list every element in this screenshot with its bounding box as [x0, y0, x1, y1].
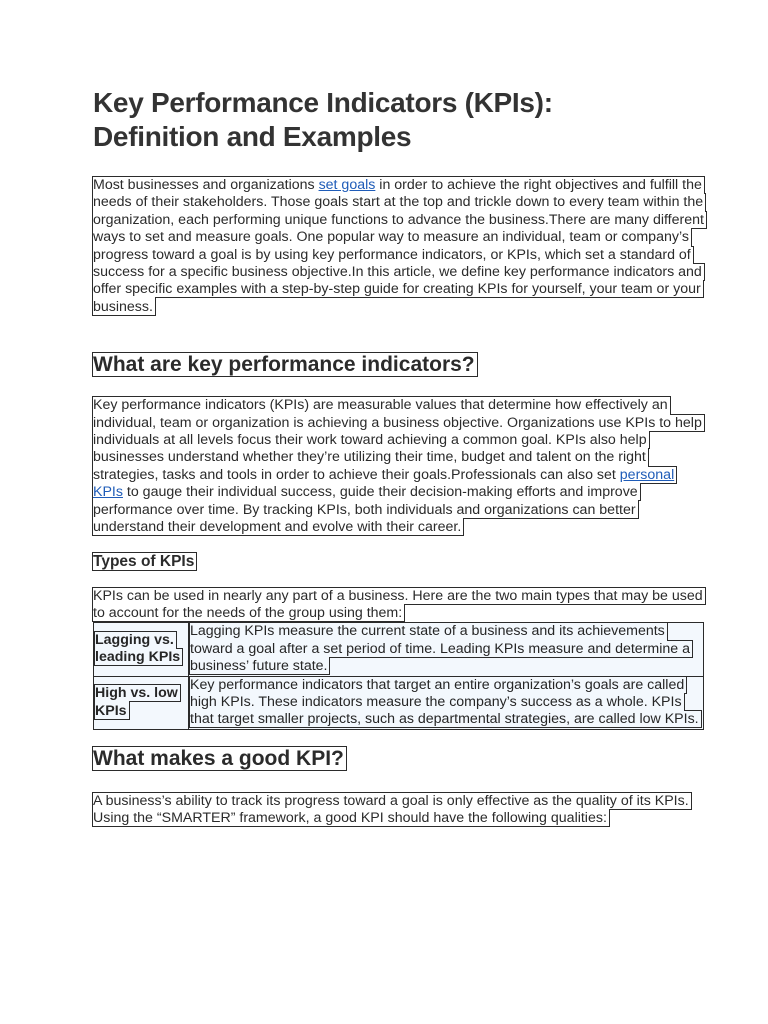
table-row [94, 676, 704, 729]
article-body [93, 86, 705, 828]
what-text-start: Key performance indicators (KPIs) are measurable values that determine how effectively an individual, team or organization is achieving a business objective. Organizations use KPIs to help individuals at all levels focus their work toward achieving a common goal. KPIs also help businesses understand whether they’re utilizing their time, budget and talent on the right strategies, tasks and tools in order to achieve their goals.Professionals can also set [93, 397, 702, 483]
intro-text-start: Most businesses and organizations [93, 177, 319, 193]
table-cell-type: High vs. low KPIs [94, 676, 189, 729]
section-heading-types-of-kpis: Types of KPIs [93, 552, 195, 570]
personal-kpis-link[interactable]: personal KPIs [93, 466, 675, 501]
page-title [93, 86, 705, 154]
good-kpi-paragraph: A business’s ability to track its progress toward a goal is only effective as the quality of its KPIs. Using the “SMARTER” framework, a good KPI should have the following qualities: [93, 792, 689, 827]
page-title-line-2: Definition and Examples [93, 121, 412, 152]
table-cell-type: Lagging vs. leading KPIs [94, 623, 189, 676]
what-are-kpis-paragraph [93, 397, 705, 536]
intro-text-end: in order to achieve the right objectives and fulfill the needs of their stakeholders. Those goals start at the top and trickle down to every team within the organization, each performing unique functions to advance the business.There are many different ways to set and measure goals. One popular way to measure an individual, team or company’s progress toward a goal is by using key performance indicators, or KPIs, which set a standard of success for a specific business objective.In this article, we define key performance indicators and offer specific examples with a step-by-step guide for creating KPIs for yourself, your team or your business. [93, 177, 704, 315]
table-cell-description: Lagging KPIs measure the current state of a business and its achievements toward a goal after a set period of time. Leading KPIs measure and determine a business’ future state. [189, 623, 704, 676]
table-row [94, 623, 704, 676]
types-intro-paragraph: KPIs can be used in nearly any part of a business. Here are the two main types that may be used to account for the needs of the group using them: [93, 587, 703, 621]
what-text-end: to gauge their individual success, guide their decision-making efforts and improve performance over time. By tracking KPIs, both individuals and organizations can better understand their development and evolve with their career. [93, 484, 638, 536]
kpi-types-table [93, 622, 704, 729]
section-heading-good-kpi: What makes a good KPI? [93, 746, 344, 770]
table-cell-description: Key performance indicators that target an entire organization’s goals are called high KPIs. These indicators measure the company’s success as a whole. KPIs that target smaller projects, such as departmental strategies, are called low KPIs. [189, 676, 704, 729]
intro-paragraph [93, 177, 705, 316]
section-heading-what-are-kpis: What are key performance indicators? [93, 353, 475, 377]
set-goals-link[interactable]: set goals [318, 177, 376, 193]
page-title-line-1: Key Performance Indicators (KPIs): [93, 87, 553, 118]
